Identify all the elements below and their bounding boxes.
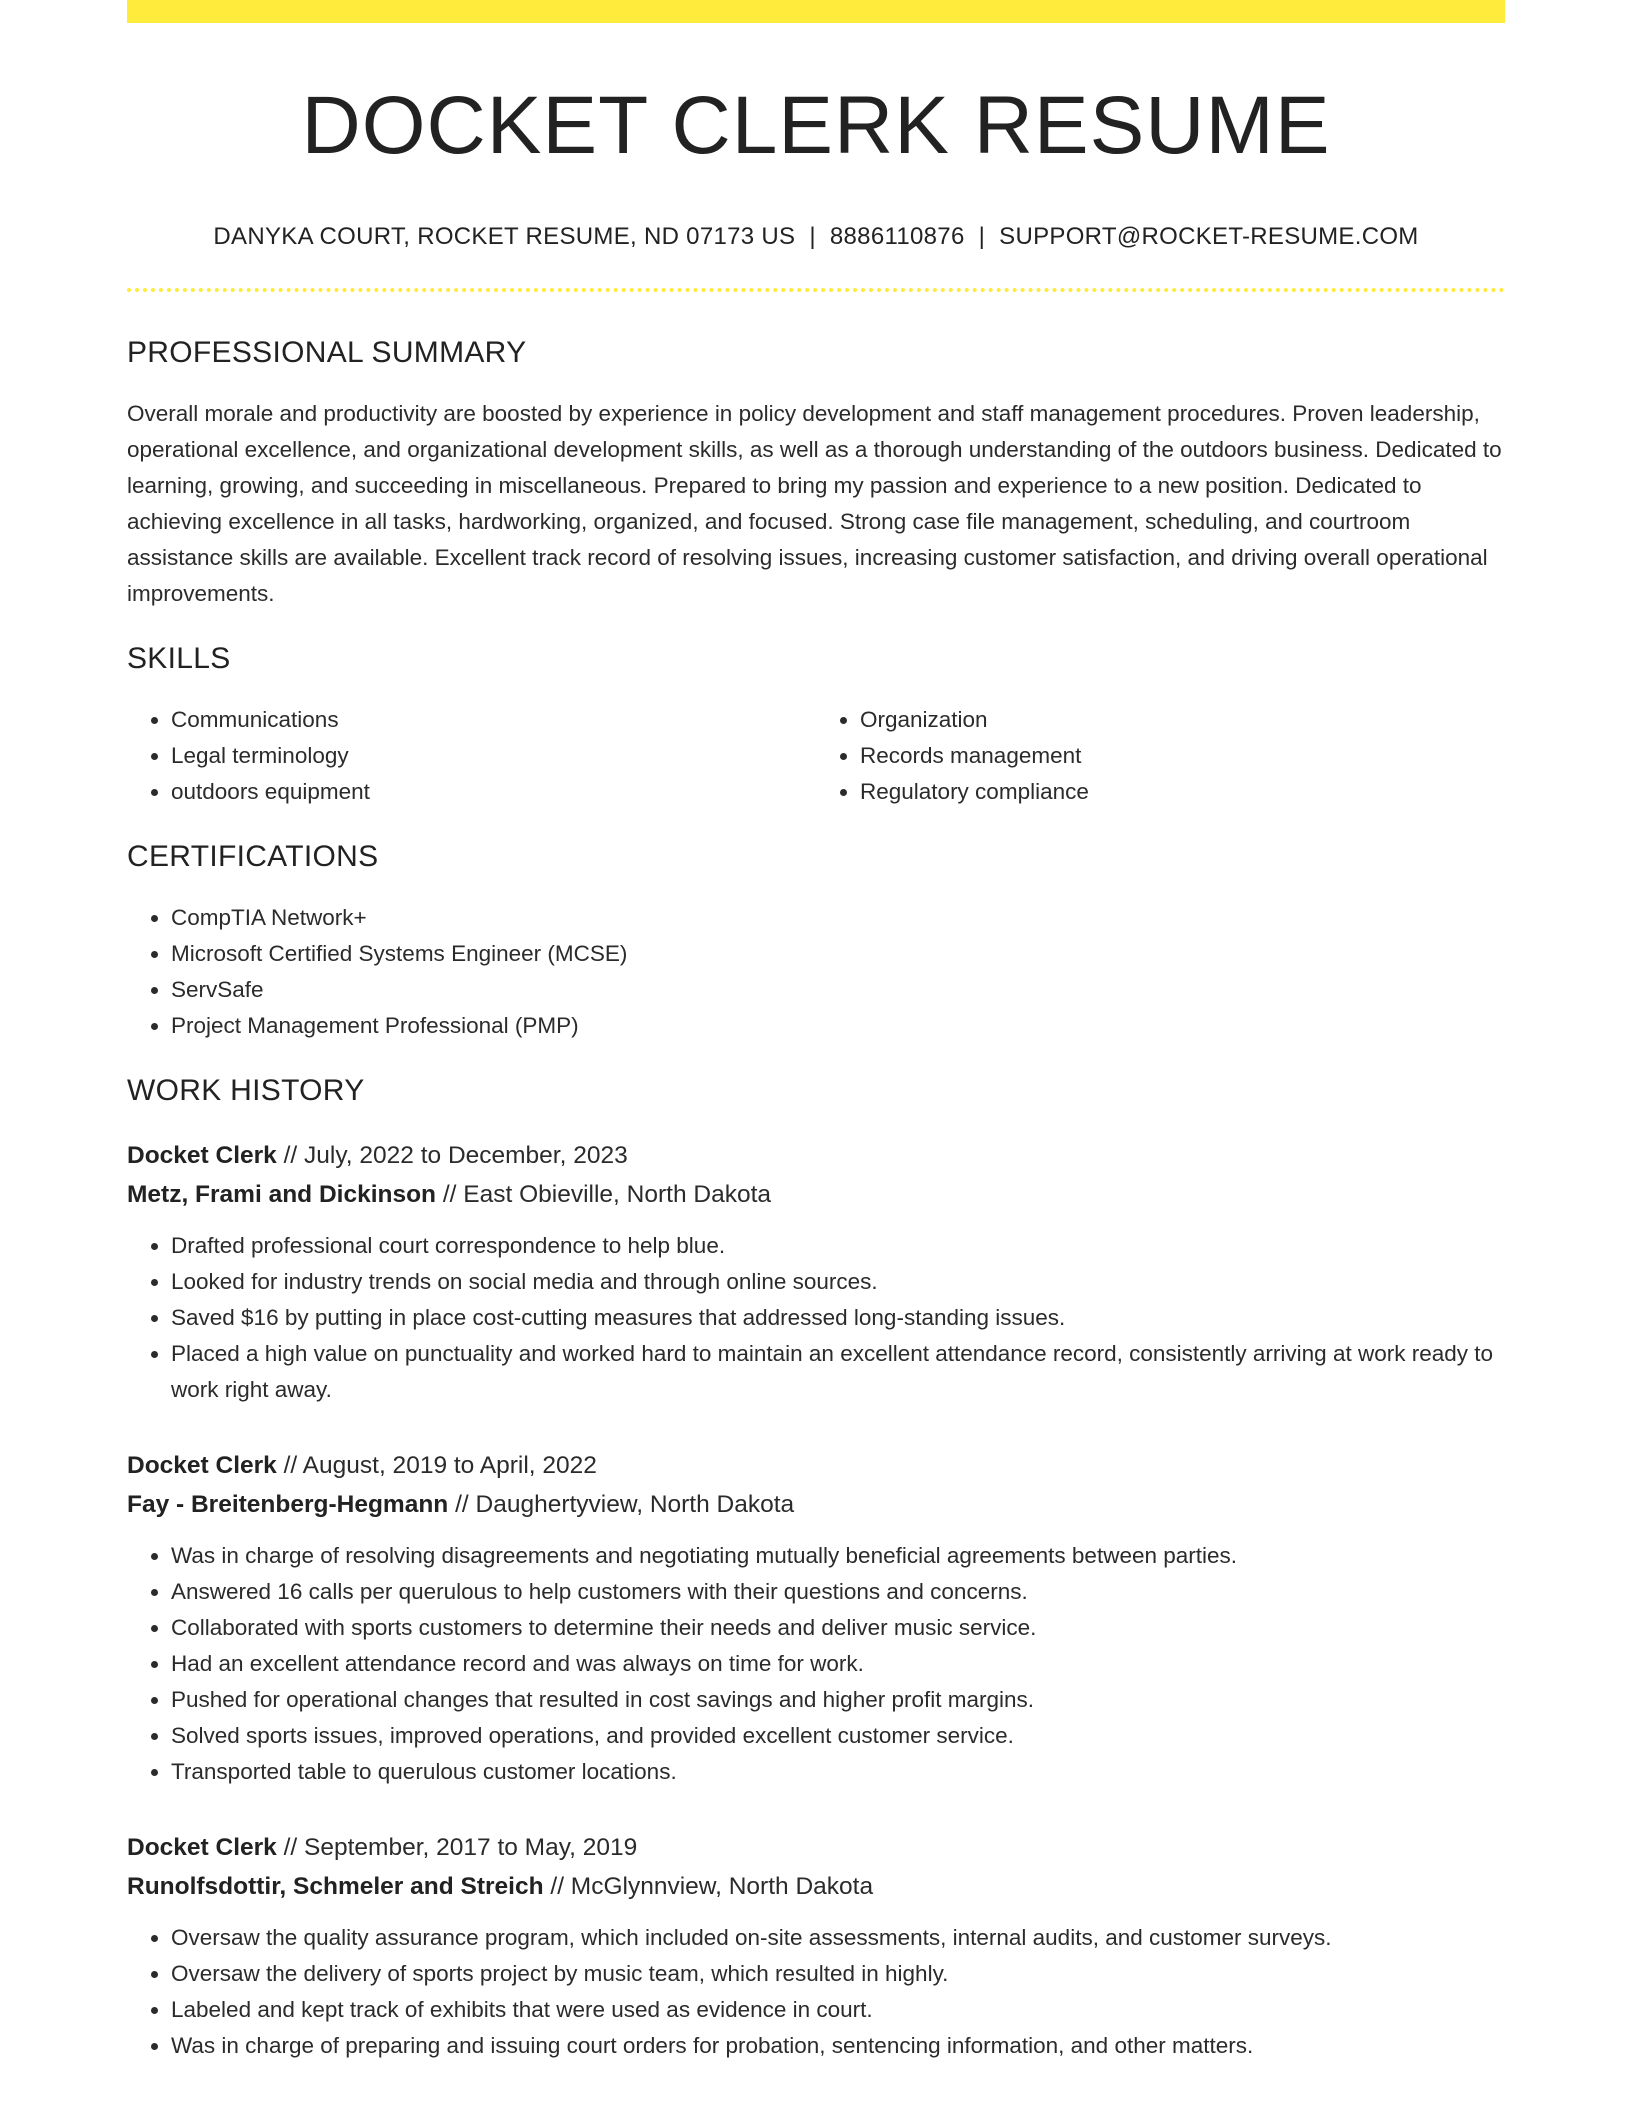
job-title-line bbox=[127, 1828, 1505, 1867]
job-bullet: • Transported table to querulous customer locations. bbox=[171, 1754, 1505, 1790]
contact-separator: | bbox=[978, 223, 986, 251]
job-bullet: • Oversaw the quality assurance program, which included on-site assessments, internal audits, and customer surveys. bbox=[171, 1920, 1505, 1956]
job-title-line bbox=[127, 1446, 1505, 1485]
skill-item: • Communications bbox=[171, 702, 816, 738]
certifications-heading: CERTIFICATIONS bbox=[127, 840, 379, 874]
skills-grid bbox=[127, 702, 1505, 810]
job-bullet: • Looked for industry trends on social media and through online sources. bbox=[171, 1264, 1505, 1300]
job-title: Docket Clerk bbox=[127, 1452, 277, 1480]
job-bullet: • Oversaw the delivery of sports project by music team, which resulted in highly. bbox=[171, 1956, 1505, 1992]
job-bullet: • Collaborated with sports customers to determine their needs and deliver music service. bbox=[171, 1610, 1505, 1646]
contact-phone[interactable]: 8886110876 bbox=[829, 223, 965, 251]
work-history-heading: WORK HISTORY bbox=[127, 1074, 365, 1108]
job-bullet: • Solved sports issues, improved operations, and provided excellent customer service. bbox=[171, 1718, 1505, 1754]
job-location: // Daughertyview, North Dakota bbox=[448, 1491, 795, 1519]
contact-address: DANYKA COURT, ROCKET RESUME, ND 07173 US bbox=[213, 223, 796, 251]
job-entry bbox=[127, 1136, 1505, 1408]
job-company: Metz, Frami and Dickinson bbox=[127, 1181, 437, 1209]
skill-item: • Legal terminology bbox=[171, 738, 816, 774]
skills-section bbox=[127, 642, 1505, 810]
resume-title: DOCKET CLERK RESUME bbox=[301, 80, 1331, 171]
job-bullets bbox=[127, 1228, 1505, 1408]
job-bullet: • Placed a high value on punctuality and worked hard to maintain an excellent attendance record, consistently arriving at work ready to work right away. bbox=[171, 1336, 1505, 1408]
job-company: Runolfsdottir, Schmeler and Streich bbox=[127, 1873, 544, 1901]
job-company-line bbox=[127, 1867, 1505, 1906]
job-location: // East Obieville, North Dakota bbox=[436, 1181, 772, 1209]
job-bullet: • Answered 16 calls per querulous to help customers with their questions and concerns. bbox=[171, 1574, 1505, 1610]
job-company: Fay - Breitenberg-Hegmann bbox=[127, 1491, 449, 1519]
job-bullets bbox=[127, 1920, 1505, 2064]
job-entry bbox=[127, 1828, 1505, 2064]
skills-list-left bbox=[127, 702, 816, 810]
certification-item: • ServSafe bbox=[171, 972, 1505, 1008]
job-bullet: • Had an excellent attendance record and was always on time for work. bbox=[171, 1646, 1505, 1682]
job-bullet: • Pushed for operational changes that resulted in cost savings and higher profit margins. bbox=[171, 1682, 1505, 1718]
skill-item: • Organization bbox=[860, 702, 1505, 738]
contact-line bbox=[127, 223, 1505, 251]
skill-item: • outdoors equipment bbox=[171, 774, 816, 810]
certification-item: • Microsoft Certified Systems Engineer (MCSE) bbox=[171, 936, 1505, 972]
work-history-section bbox=[127, 1074, 1505, 2064]
job-bullet: • Drafted professional court correspondence to help blue. bbox=[171, 1228, 1505, 1264]
job-bullet: • Was in charge of preparing and issuing court orders for probation, sentencing information, and other matters. bbox=[171, 2028, 1505, 2064]
contact-email[interactable]: SUPPORT@ROCKET-RESUME.COM bbox=[999, 223, 1419, 251]
skills-list-right bbox=[816, 702, 1505, 810]
job-dates: // September, 2017 to May, 2019 bbox=[276, 1834, 638, 1862]
certification-item: • Project Management Professional (PMP) bbox=[171, 1008, 1505, 1044]
job-dates: // July, 2022 to December, 2023 bbox=[276, 1142, 628, 1170]
summary-text: Overall morale and productivity are boosted by experience in policy development and staff management procedures. Proven leadership, operational excellence, and organizational development skills, as well as a thorough understanding of the outdoors business. Dedicated to learning, growing, and succeeding in miscellaneous. Prepared to bring my passion and experience to a new position. Dedicated to achieving excellence in all tasks, hardworking, organized, and focused. Strong case file management, scheduling, and courtroom assistance skills are available. Excellent track record of resolving issues, increasing customer satisfaction, and driving overall operational improvements. bbox=[127, 401, 1502, 607]
accent-top-bar bbox=[127, 0, 1505, 23]
skill-item: • Records management bbox=[860, 738, 1505, 774]
job-bullets bbox=[127, 1538, 1505, 1790]
certifications-list bbox=[127, 900, 1505, 1044]
summary-section bbox=[127, 336, 1505, 612]
job-title: Docket Clerk bbox=[127, 1142, 277, 1170]
job-bullet: • Labeled and kept track of exhibits that were used as evidence in court. bbox=[171, 1992, 1505, 2028]
skills-column-left bbox=[127, 702, 816, 810]
job-bullet: • Was in charge of resolving disagreements and negotiating mutually beneficial agreements between parties. bbox=[171, 1538, 1505, 1574]
summary-heading: PROFESSIONAL SUMMARY bbox=[127, 336, 527, 370]
job-location: // McGlynnview, North Dakota bbox=[543, 1873, 874, 1901]
job-company-line bbox=[127, 1175, 1505, 1214]
certifications-section bbox=[127, 840, 1505, 1044]
job-bullet: • Saved $16 by putting in place cost-cutting measures that addressed long-standing issues. bbox=[171, 1300, 1505, 1336]
job-title: Docket Clerk bbox=[127, 1834, 277, 1862]
certification-item: • CompTIA Network+ bbox=[171, 900, 1505, 936]
skills-heading: SKILLS bbox=[127, 642, 231, 676]
skill-item: • Regulatory compliance bbox=[860, 774, 1505, 810]
contact-separator: | bbox=[809, 223, 816, 251]
skills-column-right bbox=[816, 702, 1505, 810]
job-entry bbox=[127, 1446, 1505, 1790]
job-dates: // August, 2019 to April, 2022 bbox=[276, 1452, 597, 1480]
dotted-divider bbox=[127, 288, 1505, 292]
job-title-line bbox=[127, 1136, 1505, 1175]
job-company-line bbox=[127, 1485, 1505, 1524]
